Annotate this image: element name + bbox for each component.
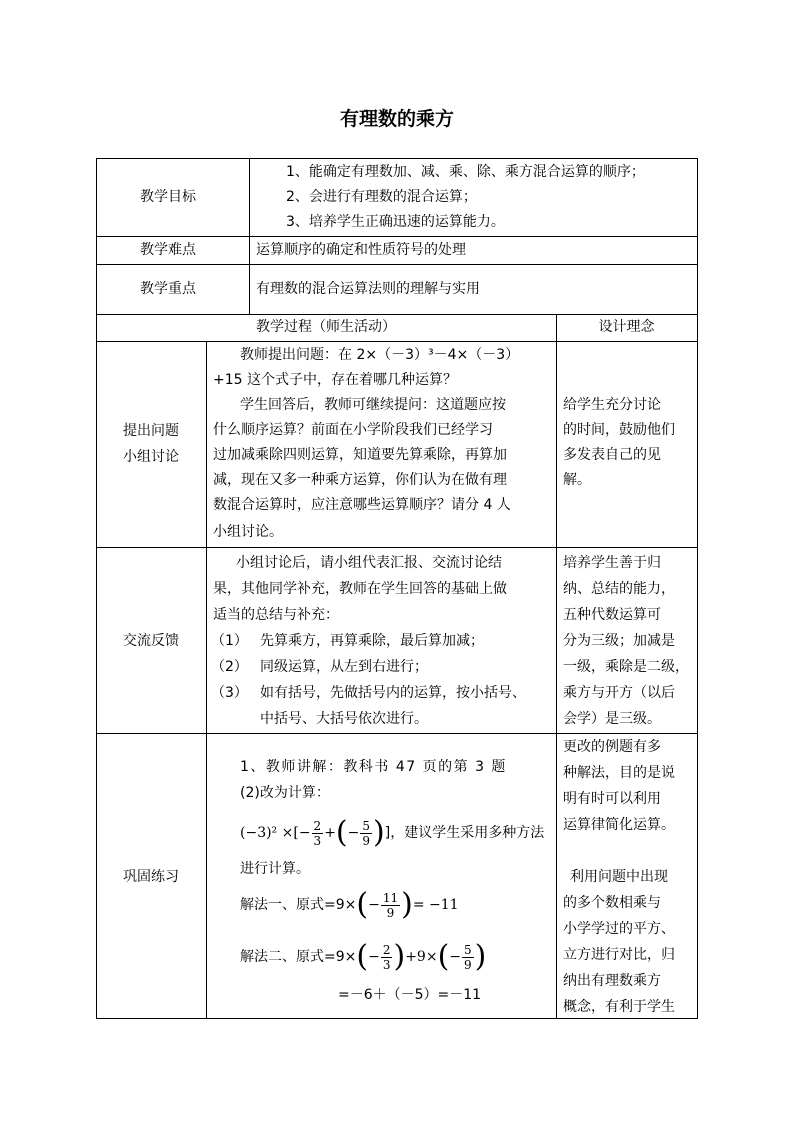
section2-line: 果，其他同学补充，教师在学生回答的基础上做 bbox=[213, 581, 507, 597]
section1-line: 什么顺序运算？前面在小学阶段我们已经学习 bbox=[213, 422, 493, 438]
example-expression: (−3)² ×[− $\frac{2}{3}$ +(− $\frac{5}{9}$ )]，建议学生采用多种方法 bbox=[240, 815, 545, 850]
section1-concept-line: 给学生充分讨论 bbox=[563, 397, 661, 413]
section2-concept-line: 一级，乘除是二级， bbox=[563, 659, 689, 675]
section1-line: 学生回答后，教师可继续提问：这道题应按 bbox=[240, 397, 506, 413]
section1-line: 过加减乘除四则运算，知道要先算乘除，再算加 bbox=[213, 447, 507, 463]
solution-1: 解法一、原式=9×(− $\frac{11}{9}$ )= −11 bbox=[240, 887, 459, 922]
fraction: $\frac{11}{9}$ bbox=[382, 890, 399, 920]
section1-line: 小组讨论。 bbox=[213, 524, 283, 540]
expr-prefix: (−3)² ×[− bbox=[240, 825, 311, 841]
section2-list-continuation: 中括号、大括号依次进行。 bbox=[260, 711, 428, 727]
section2-list-num: （2） bbox=[211, 659, 248, 675]
sol1-suffix: = −11 bbox=[412, 897, 459, 913]
section3-concept-line: 运算律简化运算。 bbox=[563, 817, 675, 833]
section3-concept-line: 种解法，目的是说 bbox=[563, 765, 675, 781]
section3-concept-line: 立方进行对比，归 bbox=[563, 947, 675, 963]
difficulty-label: 教学难点 bbox=[140, 242, 196, 258]
keypoint-label: 教学重点 bbox=[140, 281, 196, 297]
section1-concept-line: 解。 bbox=[563, 472, 591, 488]
section2-list-text: 先算乘方，再算乘除，最后算加减； bbox=[260, 633, 484, 649]
section1-line: +15 这个式子中，存在着哪几种运算？ bbox=[213, 372, 457, 388]
section2-concept-line: 分为三级；加减是 bbox=[563, 633, 675, 649]
goals-item-2: 2、会进行有理数的混合运算； bbox=[286, 189, 477, 205]
fraction: $\frac{5}{9}$ bbox=[362, 818, 371, 848]
difficulty-text: 运算顺序的确定和性质符号的处理 bbox=[256, 242, 466, 258]
section3-concept-line: 纳出有理数乘方 bbox=[563, 973, 661, 989]
section3-line2: (2)改为计算： bbox=[240, 785, 330, 801]
section3-concept-line: 更改的例题有多 bbox=[563, 739, 661, 755]
section1-line: 数混合运算时，应注意哪些运算顺序？请分 4 人 bbox=[213, 497, 511, 513]
keypoint-text: 有理数的混合运算法则的理解与实用 bbox=[256, 281, 480, 297]
concept-header: 设计理念 bbox=[598, 319, 655, 335]
table-divider bbox=[206, 341, 207, 1019]
page-title: 有理数的乘方 bbox=[339, 108, 454, 130]
table-divider bbox=[249, 158, 250, 314]
process-header: 教学过程（师生活动） bbox=[256, 319, 396, 335]
section1-concept-line: 的时间，鼓励他们 bbox=[563, 422, 675, 438]
section3-concept-line: 利用问题中出现 bbox=[570, 869, 668, 885]
section2-list-text: 如有括号，先做括号内的运算，按小括号、 bbox=[260, 685, 526, 701]
section1-concept-line: 多发表自己的见 bbox=[563, 447, 661, 463]
section3-concept-line: 概念，有利于学生 bbox=[563, 999, 675, 1015]
section3-line1: 1、教师讲解：教科书 47 页的第 3 题 bbox=[240, 759, 507, 775]
solution-2: 解法二、原式=9×(− $\frac{2}{3}$ )+9×(− $\frac{5}{9}$ ) bbox=[240, 939, 487, 974]
section3-concept-line: 明有时可以利用 bbox=[563, 791, 661, 807]
table-divider bbox=[556, 314, 557, 1019]
table-rule bbox=[96, 264, 698, 265]
table-border-right bbox=[697, 158, 698, 1019]
expr-mid: + bbox=[324, 825, 336, 841]
sol1-prefix: 解法一、原式=9× bbox=[240, 897, 357, 913]
sol2-prefix: 解法二、原式=9× bbox=[240, 949, 357, 965]
expr-suffix: ]，建议学生采用多种方法 bbox=[384, 825, 545, 841]
section2-concept-line: 会学）是三级。 bbox=[563, 711, 661, 727]
fraction: $\frac{2}{3}$ bbox=[313, 818, 322, 848]
section3-concept-line: 的多个数相乘与 bbox=[563, 895, 661, 911]
goals-item-1: 1、能确定有理数加、减、乘、除、乘方混合运算的顺序； bbox=[286, 164, 645, 180]
section3-line4: 进行计算。 bbox=[240, 861, 310, 877]
section2-list-text: 同级运算，从左到右进行； bbox=[260, 659, 428, 675]
section2-list-num: （3） bbox=[211, 685, 248, 701]
section1-line: 减，现在又多一种乘方运算，你们认为在做有理 bbox=[213, 472, 507, 488]
section2-line: 小组讨论后，请小组代表汇报、交流讨论结 bbox=[236, 555, 502, 571]
section2-concept-line: 培养学生善于归 bbox=[563, 555, 661, 571]
section1-line: 教师提出问题：在 2×（－3）³－4×（－3） bbox=[240, 347, 520, 363]
section2-line: 适当的总结与补充： bbox=[213, 607, 339, 623]
fraction: $\frac{2}{3}$ bbox=[382, 942, 391, 972]
section2-concept-line: 乘方与开方（以后 bbox=[563, 685, 675, 701]
section2-concept-line: 纳、总结的能力， bbox=[563, 581, 675, 597]
sol2-mid: +9× bbox=[405, 949, 438, 965]
section3-concept-line: 小学学过的平方、 bbox=[563, 921, 675, 937]
goals-label: 教学目标 bbox=[140, 189, 196, 205]
fraction: $\frac{5}{9}$ bbox=[464, 942, 472, 972]
section3-label: 巩固练习 bbox=[123, 869, 179, 885]
section1-label-line2: 小组讨论 bbox=[123, 449, 179, 465]
section1-label-line1: 提出问题 bbox=[123, 423, 179, 439]
goals-item-3: 3、培养学生正确迅速的运算能力。 bbox=[286, 214, 505, 230]
section2-label: 交流反馈 bbox=[123, 633, 179, 649]
section2-concept-line: 五种代数运算可 bbox=[563, 607, 661, 623]
table-rule bbox=[96, 547, 698, 548]
solution-2-line2: =－6＋（－5）=－11 bbox=[338, 987, 482, 1003]
section2-list-num: （1） bbox=[211, 633, 248, 649]
